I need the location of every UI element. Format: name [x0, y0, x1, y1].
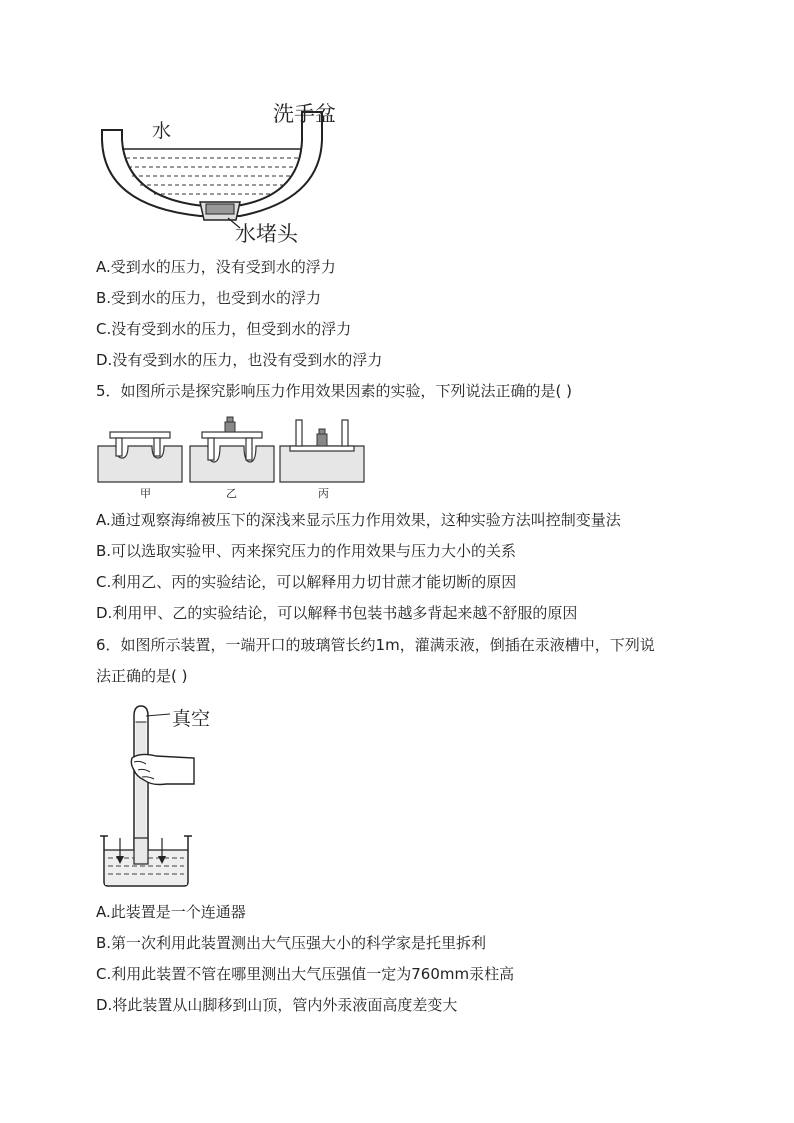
water-label: 水 — [152, 120, 172, 142]
fig-label-bing: 丙 — [318, 487, 329, 500]
sponge-bing — [280, 420, 364, 482]
basin-label: 洗手盆 — [273, 102, 336, 126]
sponge-yi — [190, 417, 274, 482]
q6-option-c: C.利用此装置不管在哪里测出大气压强值一定为760mm汞柱高 — [96, 965, 515, 983]
q5-option-c: C.利用乙、丙的实验结论，可以解释用力切甘蔗才能切断的原因 — [96, 573, 517, 591]
q6-option-b: B.第一次利用此装置测出大气压强大小的科学家是托里拆利 — [96, 934, 487, 952]
sponge-jia — [98, 432, 182, 482]
q4-option-a: A.受到水的压力，没有受到水的浮力 — [96, 258, 336, 276]
q5-stem: 5．如图所示是探究影响压力作用效果因素的实验，下列说法正确的是( ) — [96, 382, 573, 400]
torricelli-figure — [96, 698, 246, 890]
fig-label-yi: 乙 — [226, 487, 237, 500]
plug-label: 水堵头 — [235, 222, 298, 246]
q6-option-a: A.此装置是一个连通器 — [96, 903, 246, 921]
q4-option-c: C.没有受到水的压力，但受到水的浮力 — [96, 320, 352, 338]
fig-label-jia: 甲 — [140, 487, 151, 500]
q6-stem-line1: 6．如图所示装置，一端开口的玻璃管长约1m，灌满汞液，倒插在汞液槽中，下列说 — [96, 636, 655, 654]
q6-stem-line2: 法正确的是( ) — [96, 667, 188, 685]
q5-option-a: A.通过观察海绵被压下的深浅来显示压力作用效果，这种实验方法叫控制变量法 — [96, 511, 621, 529]
q4-option-b: B.受到水的压力，也受到水的浮力 — [96, 289, 322, 307]
q4-option-d: D.没有受到水的压力，也没有受到水的浮力 — [96, 351, 383, 369]
q6-option-d: D.将此装置从山脚移到山顶，管内外汞液面高度差变大 — [96, 996, 458, 1014]
q5-option-d: D.利用甲、乙的实验结论，可以解释书包装书越多背起来越不舒服的原因 — [96, 604, 578, 622]
q5-option-b: B.可以选取实验甲、丙来探究压力的作用效果与压力大小的关系 — [96, 542, 517, 560]
vacuum-label: 真空 — [172, 708, 211, 730]
